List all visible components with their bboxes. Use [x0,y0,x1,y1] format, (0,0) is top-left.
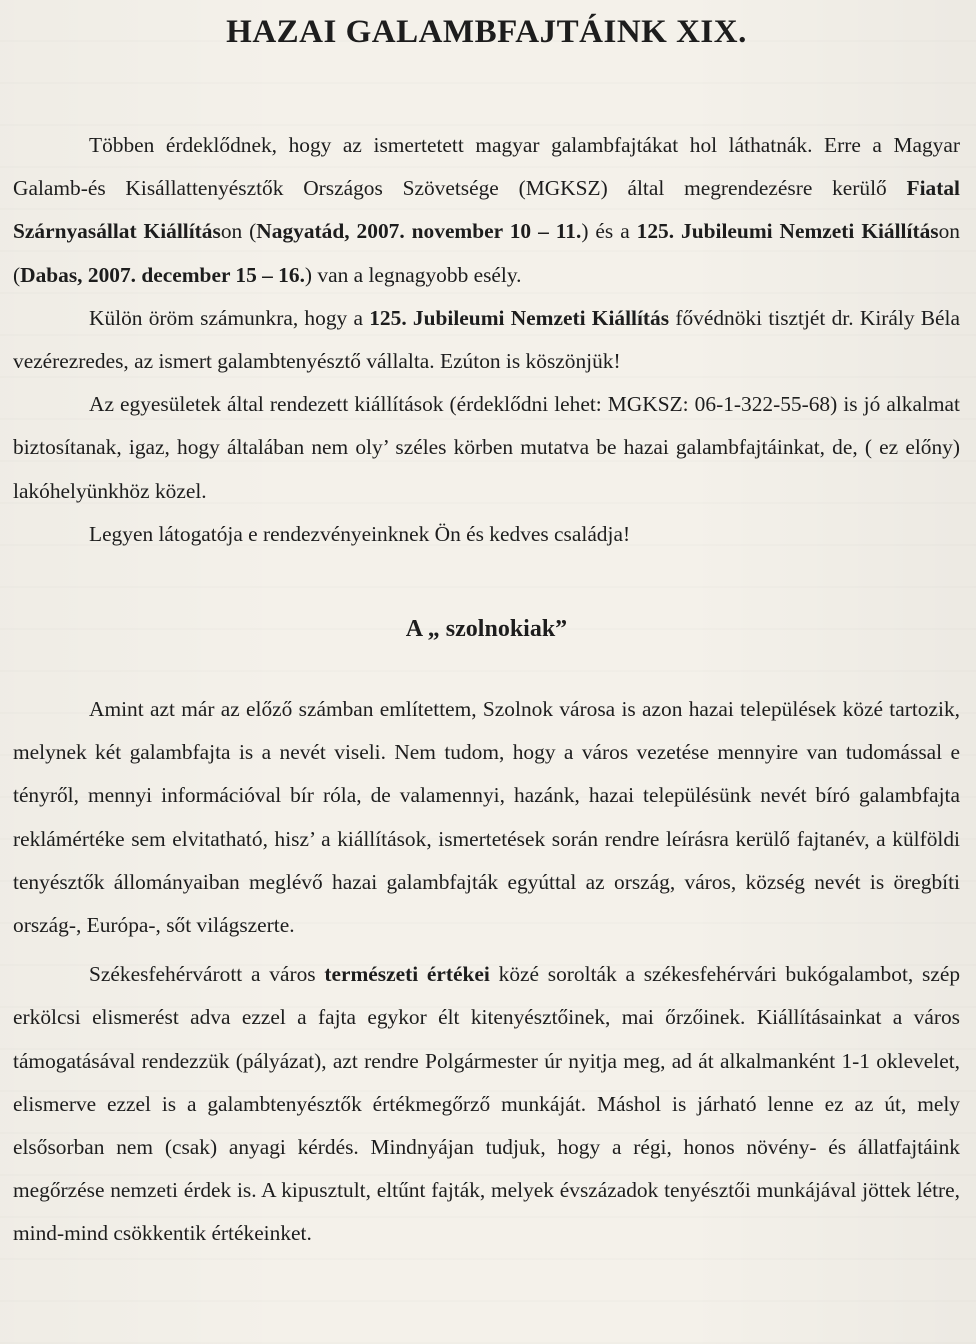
section-heading: A „ szolnokiak” [405,616,568,643]
intro-paragraph-2 [13,297,960,383]
bold-text: Dabas, 2007. december 15 – 16. [20,262,305,287]
bold-text: 125. Jubileumi Nemzeti Kiállítás [636,219,939,244]
text: közé sorolták a székesfehérvári bukógalambot, szép erkölcsi elismerést adva ezzel a fajta egykor élt kitenyésztőinek, mai őrzőinek. Kiállításainkat a város támogatásával rendezzük (pályázat), azt rendre Polgármester úr nyitja meg, ad át alkalmanként 1-1 oklevelet, elismerve ezzel is a galambtenyésztők értékmegőrző munkáját. Máshol is járható lenne ez az út, mely elsősorban nem (csak) anyagi kérdés. Mindnyájan tudjuk, hogy a régi, honos növény- és állatfajtáink megőrzése nemzeti érdek is. A kipusztult, eltűnt fajták, melyek évszázadok tenyésztői munkájával jöttek létre, mind-mind csökkentik értékeinket. [13,962,961,1246]
text: Többen érdeklődnek, hogy az ismertetett magyar galambfajtákat hol láthatnák. Erre a Magyar Galamb-és Kisállattenyésztők Országos Szövetsége (MGKSZ) által megrendezésre kerülő [13,133,960,201]
article-title: HAZAI GALAMBFAJTÁINK XIX. [226,14,747,50]
text: on ( [220,219,257,244]
section-paragraph-1: Amint azt már az előző számban említettem, Szolnok városa is azon hazai települések közé tartozik, melynek két galambfajta is a nevét viseli. Nem tudom, hogy a város vezetése mennyire van tudomással e tényről, mennyi információval bír róla, de valamennyi, hazánk, hazai településünk nevét bíró galambfajta reklámértéke sem elvitatható, hisz’ a kiállítások, ismertetések során rendre leírásra kerülő fajtanév, a külföldi tenyésztők állományaiban meglévő hazai galambfajták egyúttal az ország, város, község nevét is öregbíti ország-, Európa-, sőt világszerte. [13,697,960,938]
bold-text: 125. Jubileumi Nemzeti Kiállítás [369,305,670,330]
section-paragraph-2 [13,953,960,1255]
bold-text: Fiatal Szárnyasállat Kiállítás [13,176,960,244]
text: on ( [13,219,960,287]
text: ) és a [581,219,637,244]
text: ) van a legnagyobb esély. [304,262,522,287]
text: Külön öröm számunkra, hogy a [89,305,370,330]
bold-text: természeti értékei [324,962,490,987]
text: Székesfehérvárott a város [89,962,325,987]
article [13,0,960,1256]
intro-paragraph-3: Az egyesületek által rendezett kiállítások (érdeklődni lehet: MGKSZ: 06-1-322-55-68) is jó alkalmat biztosítanak, igaz, hogy általában nem oly’ széles körben mutatva be hazai galambfajtáinkat, de, ( ez előny) lakóhelyünkhöz közel. [13,392,960,503]
intro-paragraph-4: Legyen látogatója e rendezvényeinknek Ön és kedves családja! [89,521,631,546]
text: fővédnöki tisztjét dr. Király Béla vezérezredes, az ismert galambtenyésztő vállalta. Ezúton is köszönjük! [13,305,960,374]
intro-paragraph-1 [13,124,960,297]
bold-text: Nagyatád, 2007. november 10 – 11. [256,219,582,244]
